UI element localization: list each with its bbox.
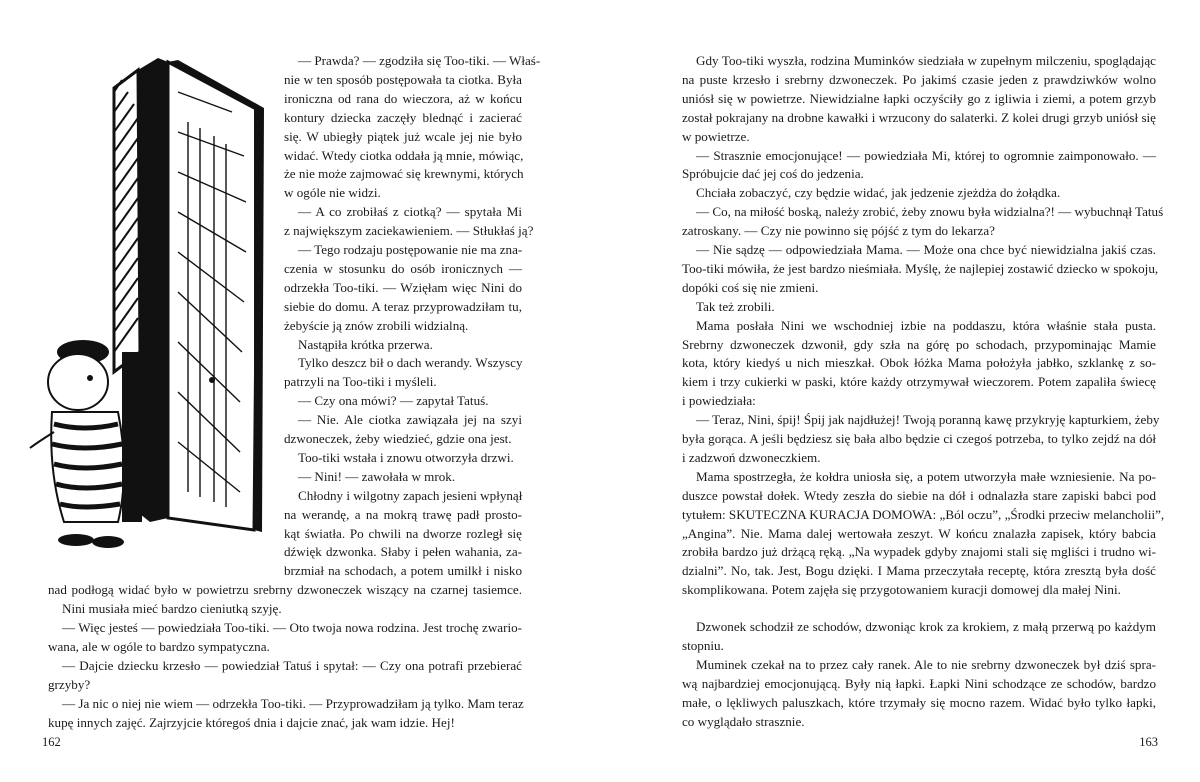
text-line: Too-tiki mówiła, że jest bardzo nieśmiała. Myślę, że najlepiej zostawić dziecko w spokoju,: [682, 260, 1159, 276]
text-line: — Co, na miłość boską, należy zrobić, żeby znowu była widzialna?! — wybuchnął Tatuś: [696, 204, 1164, 220]
text-line: Dzwonek schodził ze schodów, dzwoniąc krok za krokiem, z małą przerwą po każdym: [696, 619, 1156, 635]
text-line: Srebrny dzwoneczek dzwonił, gdy szła na górę po schodach, przypominając Mamie: [682, 336, 1156, 352]
text-line: Too-tiki wstała i znowu otworzyła drzwi.: [298, 449, 514, 465]
text-line: „Angina”. Nie. Mama dalej wertowała zeszyt. W końcu znalazła zapisek, który babcia: [682, 525, 1156, 541]
text-line: Spróbujcie dać jej coś do jedzenia.: [682, 166, 864, 182]
text-line: była gorąca. A jeśli będziesz się bała albo będzie ci czegoś potrzeba, to tylko zejdź na dół: [682, 431, 1156, 446]
text-line: i zadzwoń dzwoneczkiem.: [682, 449, 821, 465]
text-line: dźwięk dzwonka. Słaby i pełen wahania, za-: [284, 544, 522, 560]
text-line: stopniu.: [682, 638, 724, 653]
text-line: Chciała zobaczyć, czy będzie widać, jak jedzenie zjeżdża do żołądka.: [696, 185, 1061, 201]
page-number: 163: [1139, 735, 1158, 749]
text-line: został pokrajany na drobne kawałki i wrzucony do salaterki. Z kolei drugi grzyb uniósł się: [682, 109, 1156, 125]
page-number: 162: [42, 735, 61, 749]
text-line: dzwoneczek, żeby wiedzieć, gdzie ona jest.: [284, 431, 512, 446]
text-line: małe, o lękliwych paluszkach, które trzymały się mocno razem. Widać było tylko łapki,: [682, 694, 1156, 710]
text-line: — Czy ona mówi? — zapytał Tatuś.: [298, 393, 489, 409]
text-line: że nie może zajmować się krewnymi, których: [284, 166, 524, 182]
too-tiki-door-illustration: [18, 52, 278, 552]
text-line: uniósł się w powietrze. Niewidzialne łapki oczyściły go z igliwia i ziemi, a potem grzyb: [682, 90, 1156, 106]
text-line: i powiedziała:: [682, 393, 756, 409]
text-line: — Nie. Ale ciotka zawiązała jej na szyi: [298, 412, 522, 428]
text-line: kontury dziecka zaczęły blednąć i zacierać: [284, 109, 522, 125]
text-line: Muminek czekał na to przez cały ranek. Ale to nie srebrny dzwoneczek był dziś spra-: [696, 656, 1156, 672]
text-line: — Strasznie emocjonujące! — powiedziała Mi, której to ogromnie zaimponowało. —: [696, 147, 1156, 163]
text-line: Chłodny i wilgotny zapach jesieni wpłynął: [298, 487, 523, 503]
text-line: duszce powstał dołek. Wtedy zeszła do siebie na dół i odnalazła stare zapiski babci pod: [682, 487, 1156, 503]
text-line: żebyście ją znów zrobili widzialną.: [284, 317, 469, 333]
text-line: z największym zaciekawieniem. — Stłukłaś ją?: [284, 223, 534, 239]
text-line: Nastąpiła krótka przerwa.: [298, 336, 433, 352]
text-line: — Tego rodzaju postępowanie nie ma zna-: [298, 242, 523, 257]
text-line: Nini musiała mieć bardzo cieniutką szyję.: [62, 601, 282, 617]
text-line: kąt światła. Po chwili na dworze rozległ się: [284, 525, 522, 541]
text-line: — A co zrobiłaś z ciotką? — spytała Mi: [298, 204, 522, 220]
right-page: [600, 0, 1200, 782]
text-line: kiem i trzy cukierki w paski, które każdy otrzymywał wieczorem. Potem zapaliła świecę: [682, 374, 1156, 390]
text-line: — Prawda? — zgodziła się Too-tiki. — Właś-: [298, 53, 541, 68]
text-line: kota, który kiedyś u nich mieszkał. Obok łóżka Mama położyła jabłko, szklankę z so-: [682, 355, 1156, 371]
text-line: zatroskany. — Czy nie powinno się pójść z tym do lekarza?: [682, 223, 995, 239]
text-line: czenia w stosunku do osób ironicznych —: [284, 260, 522, 276]
text-line: odrzekła Too-tiki. — Wzięłam więc Nini do: [284, 279, 522, 295]
text-line: co wyglądało strasznie.: [682, 713, 805, 729]
text-line: Tak też zrobili.: [696, 298, 775, 314]
text-line: dopóki coś się nie zmieni.: [682, 279, 819, 295]
text-line: grzyby?: [48, 676, 91, 692]
text-line: — Ja nic o niej nie wiem — odrzekła Too-tiki. — Przyprowadziłam ją tylko. Mam teraz: [62, 695, 524, 711]
text-line: w powietrze.: [682, 128, 750, 144]
text-line: wą najbardziej emocjonującą. Były nią łapki. Łapki Nini schodzące ze schodów, bardzo: [682, 675, 1156, 691]
text-line: wana, ale w ogóle to bardzo sympatyczna.: [48, 638, 270, 654]
text-line: na werandę, a na mokrą trawę padł prosto-: [284, 506, 522, 522]
text-line: — Nini! — zawołała w mrok.: [298, 468, 456, 484]
text-line: nad podłogą widać było w powietrzu srebrny dzwoneczek wiszący na czarnej tasiemce.: [48, 582, 522, 598]
text-line: skomplikowana. Potem zajęła się przygotowaniem kuracji domowej dla małej Nini.: [682, 582, 1121, 598]
text-line: — Nie sądzę — odpowiedziała Mama. — Może ona chce być niewidzialna jakiś czas.: [696, 242, 1156, 257]
text-line: — Teraz, Nini, śpij! Śpij jak najdłużej! Twoją poranną kawę przykryję kapturkiem, żeby: [696, 412, 1160, 428]
text-line: dzialni”. No, tak. Jest, Bogu dzięki. I Mama przeczytała receptę, która zresztą była dość: [682, 563, 1156, 579]
text-line: patrzyli na Too-tiki i myśleli.: [284, 374, 437, 390]
text-line: w ogóle nie widzi.: [284, 185, 381, 201]
text-line: się. W ubiegły piątek już wcale jej nie było: [284, 128, 522, 144]
text-line: — Więc jesteś — powiedziała Too-tiki. — Oto twoja nowa rodzina. Jest trochę zwario-: [62, 620, 522, 635]
text-line: Mama spostrzegła, że kołdra uniosła się, a potem utworzyła małe wzniesienie. Na po-: [696, 468, 1156, 484]
text-line: siebie do domu. A teraz przyprowadziłam tu,: [284, 298, 522, 314]
text-line: Mama posłała Nini we wschodniej izbie na poddaszu, która właśnie stała pusta.: [696, 317, 1156, 333]
text-line: brzmiał na schodach, a potem umilkł i nisko: [284, 563, 522, 579]
text-line: ironiczna od rana do wieczora, aż w końcu: [284, 90, 522, 106]
text-line: — Dajcie dziecku krzesło — powiedział Tatuś i spytał: — Czy ona potrafi przebierać: [62, 657, 522, 673]
text-line: na puste krzesło i srebrny dzwoneczek. Po jakimś czasie jeden z prawdziwków wolno: [682, 71, 1156, 87]
text-line: nie w ten sposób postępowała ta ciotka. Była: [284, 71, 522, 87]
text-line: Gdy Too-tiki wyszła, rodzina Muminków siedziała w zupełnym milczeniu, spoglądając: [696, 53, 1156, 68]
text-line: kupę innych zajęć. Zajrzyjcie któregoś dnia i dajcie znać, jak wam idzie. Hej!: [48, 714, 455, 730]
text-line: zrobiła bardzo już drżącą ręką. „Na wypadek gdyby znajomi stali się mgliści i trudno wi-: [682, 544, 1156, 560]
text-line: widać. Wtedy ciotka oddała ją mnie, mówiąc,: [284, 147, 524, 163]
text-line: tytułem: SKUTECZNA KURACJA DOMOWA: „Ból oczu”, „Środki przeciw melancholii”,: [682, 506, 1165, 522]
text-line: Tylko deszcz bił o dach werandy. Wszyscy: [298, 355, 523, 371]
